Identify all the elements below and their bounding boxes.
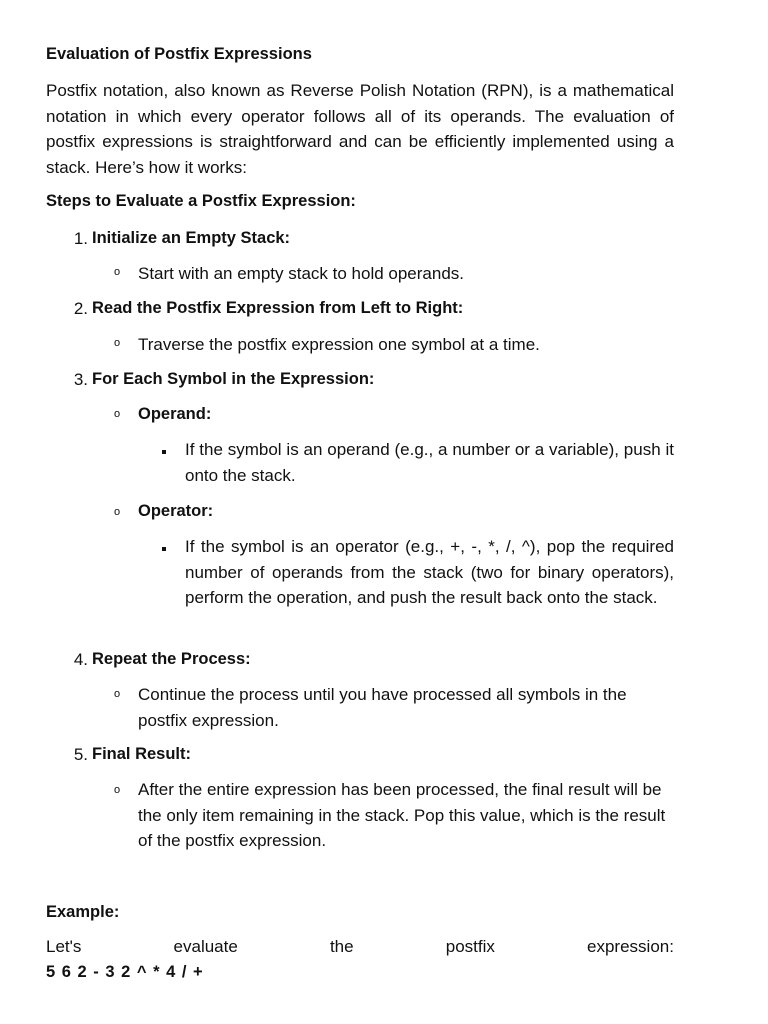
step-title: Read the Postfix Expression from Left to Right: bbox=[92, 299, 464, 317]
hollow-bullet-icon: o bbox=[114, 337, 121, 349]
step-number: 3. bbox=[73, 370, 88, 389]
sub-item-detail: If the symbol is an operator (e.g., +, -, *, /, ^), pop the required number of operands from the stack (two for binary operators), perform the operation, and push the result back onto the stack. bbox=[185, 537, 674, 608]
square-bullet-icon bbox=[162, 547, 166, 551]
step-title: Repeat the Process: bbox=[92, 650, 251, 668]
example-word: evaluate bbox=[173, 937, 238, 956]
hollow-bullet-icon: o bbox=[114, 266, 121, 278]
example-word: the bbox=[329, 937, 354, 956]
example-word: postfix bbox=[445, 937, 495, 956]
example-expression: 5 6 2 - 3 2 ^ * 4 / + bbox=[46, 963, 204, 981]
steps-heading: Steps to Evaluate a Postfix Expression: bbox=[46, 192, 356, 210]
step-title: For Each Symbol in the Expression: bbox=[92, 370, 375, 388]
square-bullet-icon bbox=[162, 450, 166, 454]
hollow-bullet-icon: o bbox=[114, 506, 121, 518]
step-number: 1. bbox=[73, 229, 88, 248]
hollow-bullet-icon: o bbox=[114, 688, 121, 700]
step-number: 4. bbox=[73, 650, 88, 669]
step-number: 2. bbox=[73, 299, 88, 318]
example-word: Let's bbox=[46, 937, 82, 956]
step-bullet-text: Traverse the postfix expression one symbol at a time. bbox=[138, 335, 540, 354]
step-title: Initialize an Empty Stack: bbox=[92, 229, 291, 247]
page-title: Evaluation of Postfix Expressions bbox=[46, 45, 312, 63]
example-heading: Example: bbox=[46, 903, 120, 921]
step-bullet-text: Continue the process until you have processed all symbols in the postfix expression. bbox=[138, 685, 627, 730]
sub-item-label: Operand: bbox=[138, 405, 212, 423]
intro-paragraph: Postfix notation, also known as Reverse Polish Notation (RPN), is a mathematical notation in which every operator follows all of its operands. The evaluation of postfix expressions is straightforward and can be efficiently implemented using a stack. Here’s how it works: bbox=[46, 81, 674, 177]
step-number: 5. bbox=[73, 745, 88, 764]
hollow-bullet-icon: o bbox=[114, 408, 121, 420]
example-sentence bbox=[46, 937, 674, 957]
step-bullet-text: Start with an empty stack to hold operands. bbox=[138, 264, 465, 283]
step-title: Final Result: bbox=[92, 745, 192, 763]
sub-item-detail: If the symbol is an operand (e.g., a number or a variable), push it onto the stack. bbox=[185, 440, 674, 485]
example-word: expression: bbox=[587, 937, 674, 956]
sub-item-label: Operator: bbox=[138, 502, 214, 520]
step-bullet-text: After the entire expression has been processed, the final result will be the only item remaining in the stack. Pop this value, which is the result of the postfix expression. bbox=[138, 780, 666, 851]
hollow-bullet-icon: o bbox=[114, 784, 121, 796]
